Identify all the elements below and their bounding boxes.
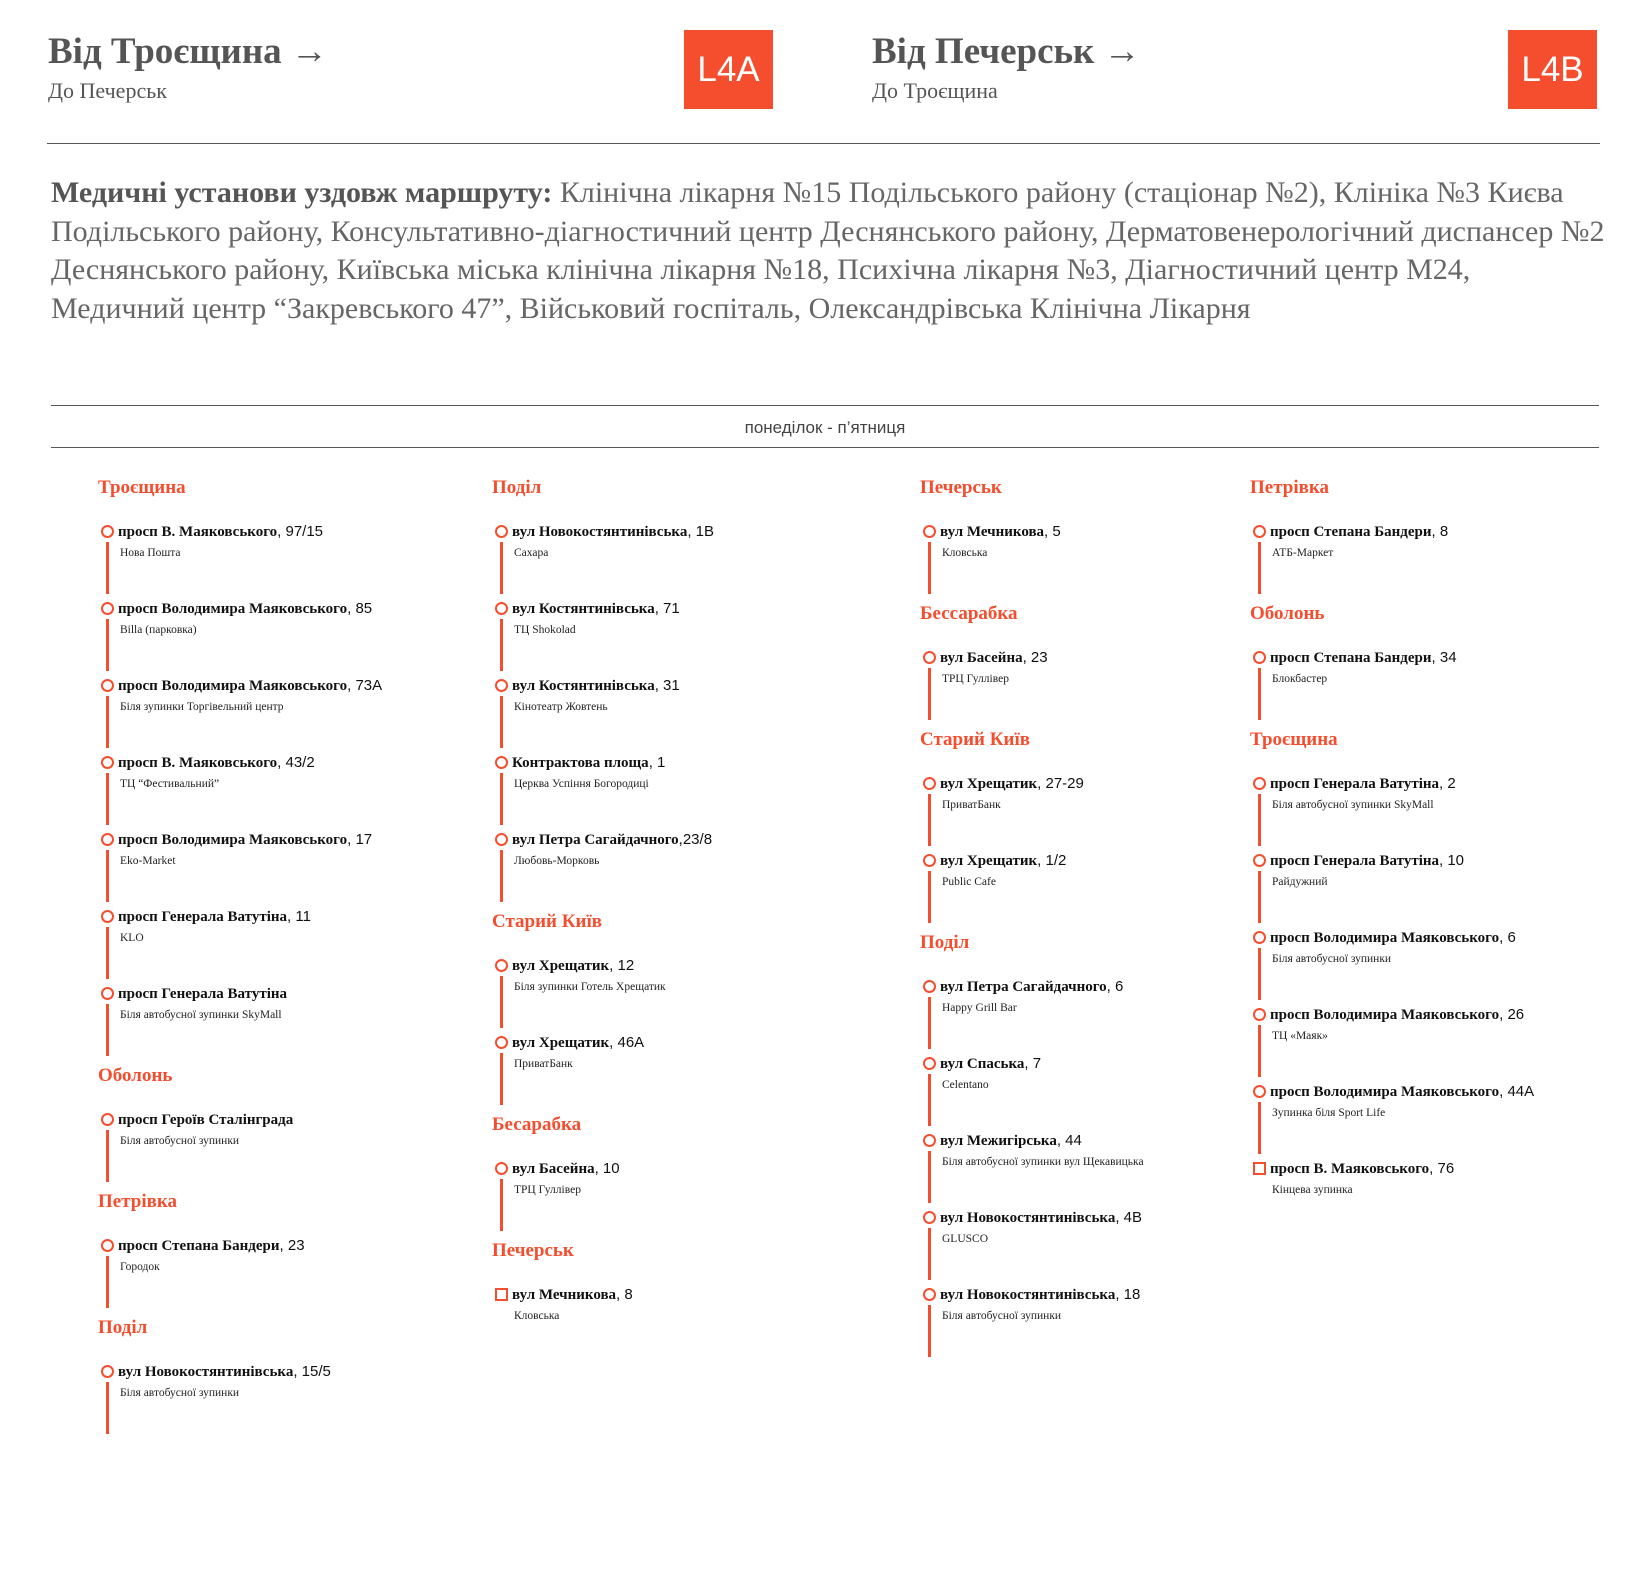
stop-landmark: Городок: [120, 1261, 160, 1273]
district-group: [920, 600, 1144, 726]
stop-number: , 26: [1499, 1006, 1525, 1023]
stop-landmark: ТРЦ Гуллівер: [514, 1184, 581, 1196]
stop-landmark: Біля автобусної зупинки: [120, 1135, 240, 1147]
stop-address: [940, 1209, 1144, 1227]
stop-number: , 31: [654, 677, 680, 694]
stop-item: [1250, 1006, 1534, 1083]
stop-landmark: ПриватБанк: [942, 799, 1001, 811]
stop-address: [512, 523, 714, 541]
stop-landmark: Любовь-Морковь: [514, 855, 600, 867]
district-name: Печерськ: [920, 477, 1002, 498]
stop-circle-icon: [923, 1288, 936, 1301]
district-group: [920, 474, 1144, 600]
stop-number: , 23: [279, 1237, 305, 1254]
stop-street: вул Петра Сагайдачного: [512, 832, 679, 848]
route-line: [928, 1151, 931, 1203]
stop-address: [1270, 1160, 1534, 1178]
stop-circle-icon: [1253, 525, 1266, 538]
route-line: [928, 1074, 931, 1126]
route-header-l4b: [872, 30, 1600, 112]
stop-address: [118, 985, 382, 1003]
district-name: Поділ: [492, 477, 542, 498]
route-line: [106, 1004, 109, 1056]
stop-number: , 10: [594, 1160, 620, 1177]
route-line: [928, 668, 931, 720]
stop-landmark: Сахара: [514, 547, 549, 559]
stop-number: , 71: [654, 600, 680, 617]
stop-circle-icon: [495, 602, 508, 615]
stop-number: , 2: [1439, 775, 1456, 792]
schedule-days: понеділок - п’ятниця: [744, 418, 906, 437]
stop-item: [98, 1111, 382, 1188]
district-name: Поділ: [920, 932, 970, 953]
stop-number: , 27-29: [1037, 775, 1084, 792]
medical-label: Медичні установи уздовж маршруту:: [51, 176, 553, 209]
stop-landmark: Церква Успіння Богородиці: [514, 778, 649, 790]
stop-address: [1270, 1083, 1534, 1101]
terminal-stop-icon: [495, 1288, 508, 1301]
stop-number: , 10: [1439, 852, 1465, 869]
stop-street: вул Хрещатик: [512, 1035, 610, 1051]
district-name: Петрівка: [98, 1191, 178, 1212]
stop-number: , 17: [347, 831, 373, 848]
stop-landmark: ПриватБанк: [514, 1058, 573, 1070]
stop-number: , 15/5: [293, 1363, 331, 1380]
stop-number: , 73А: [347, 677, 383, 694]
route-destination: До Печерськ: [48, 78, 167, 103]
district-name: Поділ: [98, 1317, 148, 1338]
stop-number: , 6: [1106, 978, 1124, 995]
stop-number: , 97/15: [277, 523, 324, 540]
district-group: [920, 929, 1144, 1363]
stop-landmark: ТЦ Shokolad: [514, 624, 576, 636]
route-line: [106, 1382, 109, 1434]
stop-street: просп Генерала Ватутіна: [118, 986, 287, 1002]
stop-street: просп Генерала Ватутіна: [1270, 853, 1439, 869]
stop-street: просп Володимира Маяковського: [118, 832, 348, 848]
stop-item: [1250, 852, 1534, 929]
stop-item: [1250, 1083, 1534, 1160]
district-group: [492, 908, 714, 1111]
district-name: Бессарабка: [920, 603, 1018, 624]
stop-address: [118, 1111, 382, 1129]
stop-address: [940, 1132, 1144, 1150]
stop-item: [98, 1237, 382, 1314]
stop-landmark: ТЦ «Маяк»: [1272, 1030, 1328, 1042]
stop-street: вул Басейна: [512, 1161, 595, 1177]
stop-address: [512, 600, 714, 618]
stop-street: Контрактова площа: [512, 755, 649, 771]
district-name: Оболонь: [1250, 603, 1325, 624]
stop-address: [940, 1286, 1144, 1304]
district-name: Печерськ: [492, 1240, 574, 1261]
stop-address: [940, 852, 1144, 870]
stop-circle-icon: [495, 1036, 508, 1049]
route-line: [928, 542, 931, 594]
stop-item: [98, 831, 382, 908]
stop-item: [1250, 775, 1534, 852]
stops-column-4: [1250, 474, 1534, 1220]
stop-street: вул Новокостянтинівська: [940, 1210, 1116, 1226]
stop-landmark: Eko-Market: [120, 855, 176, 867]
stop-circle-icon: [1253, 651, 1266, 664]
stop-street: просп Генерала Ватутіна: [1270, 776, 1439, 792]
stop-circle-icon: [495, 1162, 508, 1175]
district-group: [920, 726, 1144, 929]
stop-item: [920, 1286, 1144, 1363]
stop-number: , 4В: [1115, 1209, 1142, 1226]
stop-address: [940, 1055, 1144, 1073]
route-badge: L4A: [684, 30, 773, 109]
stop-item: [920, 775, 1144, 852]
stop-item: [920, 852, 1144, 929]
stop-circle-icon: [495, 833, 508, 846]
stop-address: [1270, 929, 1534, 947]
district-name: Старий Київ: [920, 729, 1031, 750]
route-line: [1258, 668, 1261, 720]
stop-street: просп Володимира Маяковського: [1270, 930, 1500, 946]
stops-column-1: [98, 474, 382, 1440]
stop-circle-icon: [101, 910, 114, 923]
route-line: [1258, 1102, 1261, 1154]
stop-circle-icon: [101, 1113, 114, 1126]
stop-landmark: ТРЦ Гуллівер: [942, 673, 1009, 685]
stop-street: просп Героїв Сталінграда: [118, 1112, 294, 1128]
stop-street: просп В. Маяковського: [118, 524, 278, 540]
stop-number: , 11: [287, 908, 311, 925]
route-line: [106, 850, 109, 902]
stop-address: [512, 1286, 714, 1304]
stop-item: [492, 831, 714, 908]
stop-street: просп Володимира Маяковського: [118, 678, 348, 694]
stop-item: [492, 1286, 714, 1346]
stop-circle-icon: [101, 1365, 114, 1378]
route-line: [106, 1256, 109, 1308]
stop-street: вул Хрещатик: [940, 776, 1038, 792]
stop-circle-icon: [495, 959, 508, 972]
stop-street: вул Хрещатик: [940, 853, 1038, 869]
stop-circle-icon: [923, 1211, 936, 1224]
route-line: [500, 850, 503, 902]
stop-address: [118, 523, 382, 541]
stop-street: вул Костянтинівська: [512, 601, 655, 617]
stop-address: [512, 831, 714, 849]
stop-address: [940, 523, 1144, 541]
stop-circle-icon: [495, 679, 508, 692]
stop-item: [492, 1034, 714, 1111]
stop-address: [1270, 649, 1534, 667]
stop-address: [512, 1034, 714, 1052]
stop-number: , 85: [347, 600, 373, 617]
stop-item: [98, 1363, 382, 1440]
stop-item: [98, 985, 382, 1062]
route-line: [106, 927, 109, 979]
stop-number: , 1В: [687, 523, 714, 540]
stop-address: [118, 677, 382, 695]
stop-address: [118, 1237, 382, 1255]
schedule-divider-bottom: [51, 447, 1599, 448]
stop-street: вул Новокостянтинівська: [512, 524, 688, 540]
stop-landmark: Нова Пошта: [120, 547, 181, 559]
route-line: [500, 619, 503, 671]
stop-landmark: Billa (парковка): [120, 624, 197, 636]
stop-item: [98, 908, 382, 985]
stop-circle-icon: [495, 525, 508, 538]
stop-circle-icon: [101, 756, 114, 769]
stop-circle-icon: [101, 987, 114, 1000]
stop-address: [118, 600, 382, 618]
stop-street: вул Костянтинівська: [512, 678, 655, 694]
stop-landmark: GLUSCO: [942, 1233, 989, 1245]
district-group: [1250, 726, 1534, 1220]
stop-circle-icon: [1253, 931, 1266, 944]
stop-address: [1270, 852, 1534, 870]
terminal-stop-icon: [1253, 1162, 1266, 1175]
stop-address: [118, 831, 382, 849]
stop-number: , 7: [1024, 1055, 1042, 1072]
stop-address: [118, 754, 382, 772]
route-line: [106, 773, 109, 825]
route-line: [928, 1305, 931, 1357]
stop-street: просп Степана Бандери: [118, 1238, 280, 1254]
stop-street: вул Мечникова: [512, 1287, 617, 1303]
route-title: Від Печерськ →: [872, 31, 1141, 72]
stop-circle-icon: [101, 1239, 114, 1252]
stop-circle-icon: [101, 833, 114, 846]
stop-address: [512, 957, 714, 975]
stop-landmark: Біля автобусної зупинки: [120, 1387, 240, 1399]
stop-circle-icon: [1253, 1085, 1266, 1098]
stop-street: просп Володимира Маяковського: [1270, 1084, 1500, 1100]
stop-circle-icon: [923, 777, 936, 790]
district-name: Старий Київ: [492, 911, 603, 932]
stop-street: вул Новокостянтинівська: [940, 1287, 1116, 1303]
stops-column-2: [492, 474, 714, 1346]
stop-item: [920, 1132, 1144, 1209]
stop-landmark: Зупинка біля Sport Life: [1272, 1107, 1386, 1119]
medical-list: Клінічна лікарня №15 Подільського району (стаціонар №2), Клініка №3 Києва Подільського району, Консультативно-діагностичний центр Деснянського району, Дерматовенерологічний диспансер №2 Деснянського району, Київська міська клінічна лікарня №18, Психічна лікарня №3, Діагностичний центр М24, Медичний центр “Закревського 47”, Військовий госпіталь, Олександрівська Клінічна Лікарня: [51, 176, 1605, 325]
stops-column-3: [920, 474, 1144, 1363]
stop-number: , 18: [1115, 1286, 1141, 1303]
route-line: [500, 696, 503, 748]
district-name: Троєщина: [98, 477, 186, 498]
route-line: [500, 542, 503, 594]
stop-number: , 44: [1056, 1132, 1082, 1149]
stop-item: [492, 957, 714, 1034]
stop-circle-icon: [923, 525, 936, 538]
district-group: [1250, 474, 1534, 600]
stop-landmark: Райдужний: [1272, 876, 1328, 888]
stop-circle-icon: [923, 1134, 936, 1147]
stop-number: , 76: [1429, 1160, 1455, 1177]
stop-item: [920, 523, 1144, 600]
route-line: [106, 1130, 109, 1182]
route-destination: До Троєщина: [872, 78, 998, 103]
route-line: [928, 997, 931, 1049]
stop-item: [1250, 649, 1534, 726]
stop-number: , 5: [1044, 523, 1061, 540]
stop-number: , 1: [648, 754, 666, 771]
route-line: [500, 976, 503, 1028]
stop-street: вул Басейна: [940, 650, 1023, 666]
stop-street: вул Хрещатик: [512, 958, 610, 974]
route-line: [928, 794, 931, 846]
stop-landmark: Блокбастер: [1272, 673, 1328, 685]
route-line: [1258, 1025, 1261, 1077]
route-line: [1258, 871, 1261, 923]
route-line: [1258, 794, 1261, 846]
district-group: [1250, 600, 1534, 726]
district-group: [98, 1062, 382, 1188]
stop-landmark: Public Cafe: [942, 876, 996, 888]
stop-number: , 8: [616, 1286, 633, 1303]
stop-item: [492, 600, 714, 677]
stop-landmark: Біля автобусної зупинки вул Щекавицька: [942, 1156, 1144, 1168]
stop-number: , 1/2: [1037, 852, 1067, 869]
district-group: [492, 1111, 714, 1237]
stop-landmark: Біля автобусної зупинки: [942, 1310, 1062, 1322]
stop-street: просп Степана Бандери: [1270, 524, 1432, 540]
stop-item: [98, 754, 382, 831]
stop-landmark: Happy Grill Bar: [942, 1002, 1017, 1014]
stop-number: ,23/8: [678, 831, 713, 848]
route-title: Від Троєщина →: [48, 31, 328, 72]
stop-item: [492, 1160, 714, 1237]
schedule-divider-top: [51, 405, 1599, 406]
stop-landmark: Celentano: [942, 1079, 989, 1091]
stop-item: [492, 677, 714, 754]
district-group: [492, 474, 714, 908]
stop-street: просп Генерала Ватутіна: [118, 909, 287, 925]
route-line: [106, 696, 109, 748]
stop-item: [920, 1055, 1144, 1132]
stop-landmark: Біля зупинки Готель Хрещатик: [514, 981, 666, 993]
district-name: Оболонь: [98, 1065, 173, 1086]
stop-address: [118, 1363, 382, 1381]
district-name: Бесарабка: [492, 1114, 582, 1135]
stop-landmark: Біля автобусної зупинки: [1272, 953, 1392, 965]
stop-landmark: АТБ-Маркет: [1272, 547, 1334, 559]
district-group: [98, 1188, 382, 1314]
stop-circle-icon: [923, 980, 936, 993]
stop-number: , 46А: [609, 1034, 645, 1051]
stop-address: [512, 754, 714, 772]
stop-item: [920, 978, 1144, 1055]
stop-landmark: KLO: [120, 932, 144, 944]
stop-street: вул Межигірська: [940, 1133, 1057, 1149]
stop-landmark: ТЦ “Фестивальний”: [120, 778, 220, 790]
stop-address: [512, 677, 714, 695]
district-group: [492, 1237, 714, 1346]
stop-street: просп Володимира Маяковського: [1270, 1007, 1500, 1023]
district-name: Петрівка: [1250, 477, 1330, 498]
stop-address: [118, 908, 382, 926]
stop-landmark: Кінцева зупинка: [1272, 1184, 1353, 1196]
stop-item: [920, 649, 1144, 726]
header-divider: [47, 143, 1600, 144]
stop-number: , 44А: [1499, 1083, 1535, 1100]
route-badge: L4B: [1508, 30, 1597, 109]
stop-item: [492, 754, 714, 831]
route-line: [500, 1179, 503, 1231]
stop-address: [940, 775, 1144, 793]
stop-circle-icon: [923, 1057, 936, 1070]
stop-landmark: Біля зупинки Торгівельний центр: [120, 701, 284, 713]
route-line: [500, 1053, 503, 1105]
stop-landmark: Кінотеатр Жовтень: [514, 701, 608, 713]
stop-number: , 43/2: [277, 754, 315, 771]
stop-address: [940, 978, 1144, 996]
stop-landmark: Кловська: [942, 547, 988, 559]
district-group: [98, 474, 382, 1062]
route-line: [928, 871, 931, 923]
stop-item: [1250, 1160, 1534, 1220]
stop-address: [1270, 1006, 1534, 1024]
stop-circle-icon: [101, 679, 114, 692]
stop-item: [98, 523, 382, 600]
stop-street: вул Новокостянтинівська: [118, 1364, 294, 1380]
stop-landmark: Біля автобусної зупинки SkyMall: [1272, 799, 1434, 811]
stop-item: [492, 523, 714, 600]
stop-item: [1250, 929, 1534, 1006]
route-line: [106, 542, 109, 594]
stop-address: [1270, 523, 1534, 541]
stop-item: [98, 677, 382, 754]
stop-landmark: Біля автобусної зупинки SkyMall: [120, 1009, 282, 1021]
stop-address: [940, 649, 1144, 667]
route-line: [928, 1228, 931, 1280]
stop-circle-icon: [923, 854, 936, 867]
stop-number: , 34: [1431, 649, 1457, 666]
stop-circle-icon: [101, 525, 114, 538]
stop-street: просп В. Маяковського: [1270, 1161, 1430, 1177]
stop-item: [1250, 523, 1534, 600]
stop-circle-icon: [1253, 777, 1266, 790]
route-line: [1258, 948, 1261, 1000]
stop-number: , 8: [1431, 523, 1449, 540]
stop-street: вул Спаська: [940, 1056, 1025, 1072]
stop-street: просп Володимира Маяковського: [118, 601, 348, 617]
stop-circle-icon: [101, 602, 114, 615]
stop-circle-icon: [495, 756, 508, 769]
route-header-l4a: [48, 30, 776, 112]
stop-address: [512, 1160, 714, 1178]
stop-landmark: Кловська: [514, 1310, 560, 1322]
stop-circle-icon: [1253, 1008, 1266, 1021]
district-name: Троєщина: [1250, 729, 1338, 750]
stop-item: [920, 1209, 1144, 1286]
route-line: [500, 773, 503, 825]
stop-street: просп В. Маяковського: [118, 755, 278, 771]
stop-number: , 23: [1022, 649, 1048, 666]
stop-circle-icon: [923, 651, 936, 664]
stop-number: , 6: [1499, 929, 1516, 946]
medical-facilities: [51, 174, 1611, 328]
stop-item: [98, 600, 382, 677]
route-line: [106, 619, 109, 671]
route-line: [1258, 542, 1261, 594]
stop-number: , 12: [609, 957, 635, 974]
district-group: [98, 1314, 382, 1440]
stop-street: вул Петра Сагайдачного: [940, 979, 1107, 995]
stop-circle-icon: [1253, 854, 1266, 867]
stop-address: [1270, 775, 1534, 793]
stop-street: просп Степана Бандери: [1270, 650, 1432, 666]
stop-street: вул Мечникова: [940, 524, 1045, 540]
